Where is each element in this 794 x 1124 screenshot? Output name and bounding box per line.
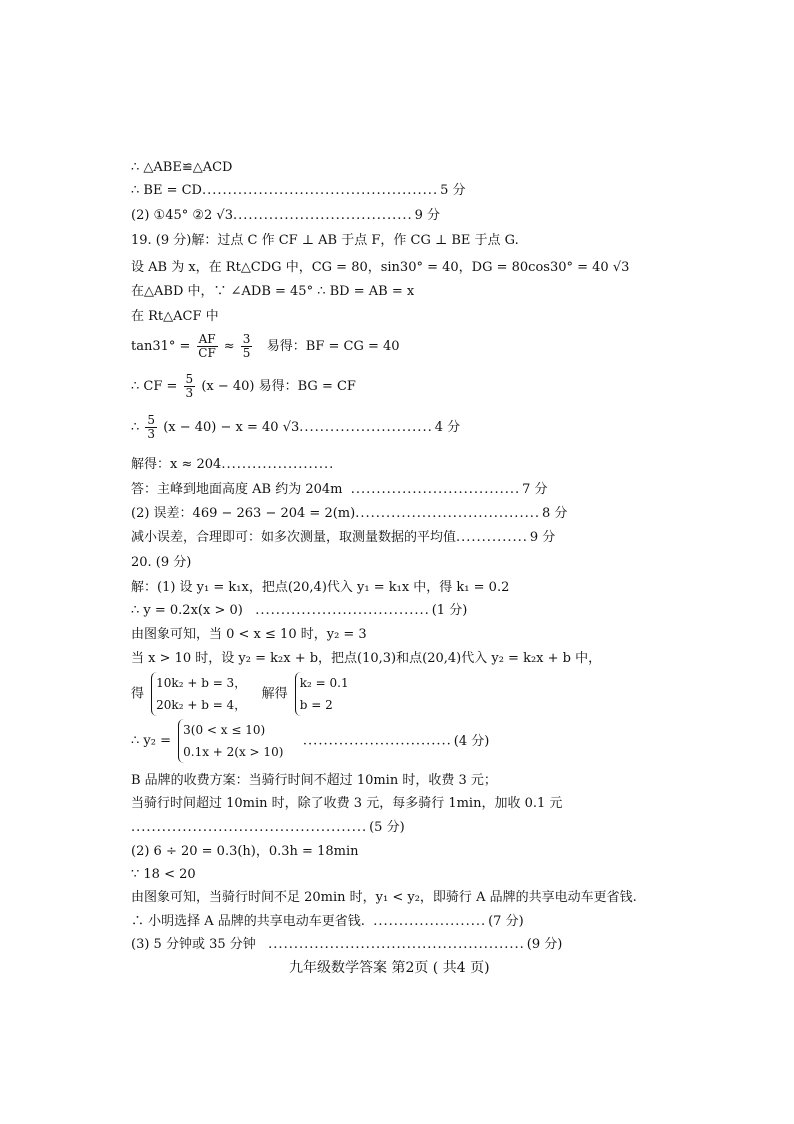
score-label: (9 分): [526, 937, 563, 952]
equation-system-left: 10k₂ + b = 3， 20k₂ + b = 4，: [151, 672, 246, 716]
proof-be-cd-line: ∴ BE = CD.............................................. 5 分: [131, 183, 466, 198]
q20-score5-line: .............................................. (5 分): [131, 820, 405, 835]
score-label: (7 分): [488, 914, 524, 929]
q19-answer-line: 答：主峰到地面高度 AB 约为 204m ................................. 7 分: [131, 482, 548, 497]
q20-graph-compare-line: 由图象可知，当骑行时间不足 20min 时，y₁ < y₂，即骑行 A 品牌的共享电动车更省钱.: [131, 890, 637, 905]
answer-q18-part2-line: (2) ①45° ②2 √3................................... 9 分: [131, 208, 441, 223]
score-label: 4 分: [434, 420, 461, 435]
q20-part2-line: (2) 6 ÷ 20 = 0.3(h)，0.3h = 18min: [131, 844, 359, 859]
proof-congruence-line: ∴ △ABE≌△ACD: [131, 160, 233, 175]
score-label: (1 分): [431, 603, 468, 618]
equation-system-solution: k₂ = 0.1 b = 2: [295, 672, 349, 716]
q20-brand-b-extra-line: 当骑行时间超过 10min 时，除了收费 3 元，每多骑行 1min，加收 0.1 元: [131, 796, 563, 811]
q20-part1-line: 解：(1) 设 y₁ = k₁x，把点(20,4)代入 y₁ = k₁x 中，得 k₁ = 0.2: [131, 580, 510, 595]
q19-equation-line: ∴ $\frac{5}{3}$ (x − 40) − x = 40 √3.......................... 4 分: [131, 413, 461, 441]
score-label: (4 分): [453, 733, 490, 749]
q19-reduce-error-line: 减小误差，合理即可：如多次测量，取测量数据的平均值.............. 9 分: [131, 530, 556, 545]
piecewise-function: 3(0 < x ≤ 10) 0.1x + 2(x > 10): [178, 719, 283, 763]
q19-step-bd-line: 在△ABD 中，∵ ∠ADB = 45° ∴ BD = AB = x: [131, 284, 415, 299]
score-label: 5 分: [440, 183, 466, 198]
q20-compare-line: ∵ 18 < 20: [131, 867, 196, 882]
q19-error-line: (2) 误差：469 − 263 − 204 = 2(m).................................... 8 分: [131, 506, 568, 521]
q20-y1-line: ∴ y = 0.2x(x > 0) .................................. (1 分): [131, 603, 468, 618]
score-label: 9 分: [414, 208, 441, 223]
score-label: 7 分: [522, 482, 548, 497]
q20-graph-line: 由图象可知，当 0 < x ≤ 10 时，y₂ = 3: [131, 627, 367, 642]
fraction-three-fifths: $\frac{3}{5}$: [242, 332, 251, 360]
fraction-five-thirds: $\frac{5}{3}$: [147, 413, 156, 441]
q19-solve-line: 解得：x ≈ 204......................: [131, 457, 335, 472]
page-footer: 九年级数学答案 第2页 ( 共4 页): [289, 960, 490, 976]
q19-heading-line: 19. (9 分)解：过点 C 作 CF ⊥ AB 于点 F，作 CG ⊥ BE 于点 G.: [131, 233, 519, 248]
score-label: 9 分: [529, 530, 556, 545]
q20-part3-line: (3) 5 分钟或 35 分钟 .................................................. (9 分): [131, 937, 563, 952]
q19-cf-line: ∴ CF = $\frac{5}{3}$ (x − 40) 易得：BG = CF: [131, 372, 356, 400]
q20-piecewise-line: ∴ y₂ = 3(0 < x ≤ 10) 0.1x + 2(x > 10) ............................. (4 分): [131, 719, 489, 763]
score-label: 8 分: [541, 506, 568, 521]
q20-system-line: 得 10k₂ + b = 3， 20k₂ + b = 4， 解得 k₂ = 0.1 b = 2: [131, 672, 352, 716]
fraction-af-cf: $\frac{AF}{CF}$: [198, 332, 216, 360]
q19-step-setup-line: 设 AB 为 x，在 Rt△CDG 中，CG = 80，sin30° = 40，DG = 80cos30° = 40 √3: [131, 260, 630, 275]
q20-conclusion-line: ∴ 小明选择 A 品牌的共享电动车更省钱. ...................... (7 分): [131, 914, 524, 929]
q20-setup-y2-line: 当 x > 10 时，设 y₂ = k₂x + b，把点(10,3)和点(20,4)代入 y₂ = k₂x + b 中，: [131, 651, 602, 666]
score-label: (5 分): [369, 820, 405, 835]
q19-step-acf-line: 在 Rt△ACF 中: [131, 309, 219, 324]
fraction-five-thirds: $\frac{5}{3}$: [185, 372, 194, 400]
q19-tan-line: tan31° = $\frac{AF}{CF}$ ≈ $\frac{3}{5}$ 易得：BF = CG = 40: [131, 332, 400, 360]
q20-brand-b-line: B 品牌的收费方案：当骑行时间不超过 10min 时，收费 3 元；: [131, 773, 497, 788]
q20-heading-line: 20. (9 分): [131, 555, 192, 570]
